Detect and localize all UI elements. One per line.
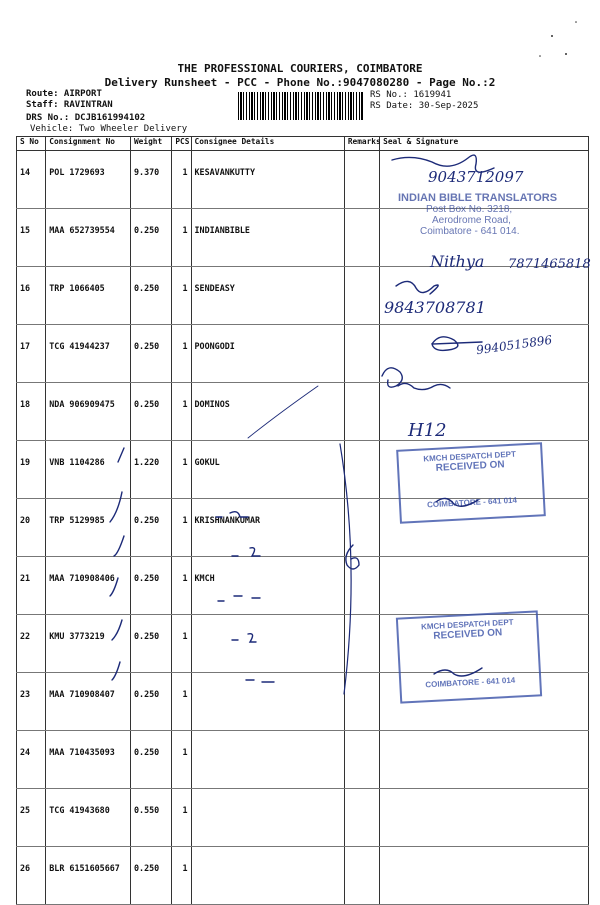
stamp-line: RECEIVED ON [433,627,503,642]
signature-scribble [396,281,438,294]
stamp-line: RECEIVED ON [435,459,505,474]
cell-weight: 0.250 [130,557,171,615]
col-weight: Weight [130,137,171,151]
cell-sno: 16 [17,267,46,325]
cell-sno: 25 [17,789,46,847]
cell-weight: 0.550 [130,789,171,847]
pen-tick [112,620,122,640]
stamp-line: Coimbatore - 641 014. [420,226,520,237]
signature-scribble [382,368,402,387]
cell-consignee: INDIANBIBLE [191,209,344,267]
cell-seal [380,847,589,905]
scan-speck [575,21,577,23]
route-label: Route: AIRPORT [26,89,102,99]
cell-consignee: GOKUL [191,441,344,499]
cell-pcs: 1 [172,789,191,847]
cell-remarks [344,847,379,905]
signature-scribble [434,668,482,676]
handwritten-signature: Nithya [430,252,485,271]
col-pcs: PCS [172,137,191,151]
cell-consignment: KMU 3773219 [46,615,131,673]
company-title: THE PROFESSIONAL COURIERS, COIMBATORE [177,62,423,75]
pen-tick [114,536,124,556]
col-remarks: Remarks [344,137,379,151]
cell-consignee: KRISHNANKUMAR [191,499,344,557]
cell-weight: 1.220 [130,441,171,499]
cell-pcs: 1 [172,441,191,499]
cell-weight: 0.250 [130,325,171,383]
cell-weight: 9.370 [130,151,171,209]
cell-sno: 19 [17,441,46,499]
stamp-line: COIMBATORE - 641 014 [425,675,516,690]
scan-speck [565,53,567,55]
col-sno: S No [17,137,46,151]
cell-consignment: BLR 6151605667 [46,847,131,905]
scan-specks [539,21,577,57]
col-consignment: Consignment No [46,137,131,151]
cell-consignee: POONGODI [191,325,344,383]
scan-speck [539,55,541,57]
cell-consignment: TCG 41944237 [46,325,131,383]
stamp-line: KMCH DESPATCH DEPT [423,449,517,464]
cell-sno: 18 [17,383,46,441]
pen-tick [118,448,124,462]
cell-pcs: 1 [172,325,191,383]
pen-tick [112,662,120,680]
vehicle-label: Vehicle: Two Wheeler Delivery [30,124,188,134]
cell-sno: 21 [17,557,46,615]
cell-consignment: MAA 710908406 [46,557,131,615]
cell-consignment: MAA 652739554 [46,209,131,267]
cell-weight: 0.250 [130,615,171,673]
cell-pcs: 1 [172,673,191,731]
cell-pcs: 1 [172,209,191,267]
stamp-line: KMCH DESPATCH DEPT [420,617,514,632]
cell-weight: 0.250 [130,267,171,325]
cell-pcs: 1 [172,731,191,789]
signature-scribble [392,155,494,172]
cell-weight: 0.250 [130,383,171,441]
cell-sno: 20 [17,499,46,557]
dash-mark [246,680,274,682]
dash-mark [216,512,248,517]
cell-consignee: KMCH [191,557,344,615]
cell-consignment: POL 1729693 [46,151,131,209]
handwritten-phone: 9043712097 [428,168,524,186]
cell-pcs: 1 [172,499,191,557]
dash-mark [232,548,260,556]
col-consignee: Consignee Details [191,137,344,151]
cell-consignee [191,847,344,905]
handwritten-phone: 9940515896 [475,332,553,358]
cell-weight: 0.250 [130,731,171,789]
stamp-line: COIMBATORE - 641 014 [426,495,518,510]
cell-sno: 24 [17,731,46,789]
cell-sno: 14 [17,151,46,209]
table-row [17,847,589,905]
cell-weight: 0.250 [130,499,171,557]
stamp-line: INDIAN BIBLE TRANSLATORS [398,192,558,204]
cell-consignment: TRP 5129985 [46,499,131,557]
drs-number: DRS No.: DCJB161994102 [26,113,146,123]
cell-consignment: VNB 1104286 [46,441,131,499]
dash-mark [232,634,256,642]
col-seal-signature: Seal & Signature [380,137,589,151]
signature-scribble [398,383,450,389]
cell-sno: 22 [17,615,46,673]
cell-pcs: 1 [172,151,191,209]
cell-pcs: 1 [172,847,191,905]
cell-consignee: SENDEASY [191,267,344,325]
cell-pcs: 1 [172,267,191,325]
cell-consignee: KESAVANKUTTY [191,151,344,209]
rs-date: RS Date: 30-Sep-2025 [370,101,479,111]
cell-consignment: NDA 906909475 [46,383,131,441]
cell-consignment: MAA 710435093 [46,731,131,789]
pen-tick [110,492,122,522]
scan-speck [551,35,553,37]
signature-scribble [432,337,482,351]
cell-pcs: 1 [172,615,191,673]
cell-sno: 15 [17,209,46,267]
cell-consignment: MAA 710908407 [46,673,131,731]
pen-line [340,444,351,694]
rs-number: RS No.: 1619941 [370,90,452,100]
cell-pcs: 1 [172,383,191,441]
pen-line [346,545,359,569]
cell-consignment: TRP 1066405 [46,267,131,325]
handwritten-mark: H12 [408,420,447,441]
cell-sno: 26 [17,847,46,905]
cell-weight: 0.250 [130,673,171,731]
signature-scribble [436,498,478,506]
staff-label: Staff: RAVINTRAN [26,100,113,110]
stamp-line: Post Box No. 3218, [426,204,513,215]
dash-mark [218,596,260,601]
cell-sno: 23 [17,673,46,731]
runsheet-subtitle: Delivery Runsheet - PCC - Phone No.:9047080280 - Page No.:2 [104,76,496,89]
pen-line [248,386,318,438]
cell-sno: 17 [17,325,46,383]
cell-consignment: TCG 41943680 [46,789,131,847]
stamp-line: Aerodrome Road, [432,215,511,226]
cell-weight: 0.250 [130,847,171,905]
cell-pcs: 1 [172,557,191,615]
cell-weight: 0.250 [130,209,171,267]
pen-tick [110,578,118,596]
handwritten-phone: 7871465818 [508,257,591,272]
cell-consignee: DOMINOS [191,383,344,441]
handwritten-phone: 9843708781 [384,298,486,317]
